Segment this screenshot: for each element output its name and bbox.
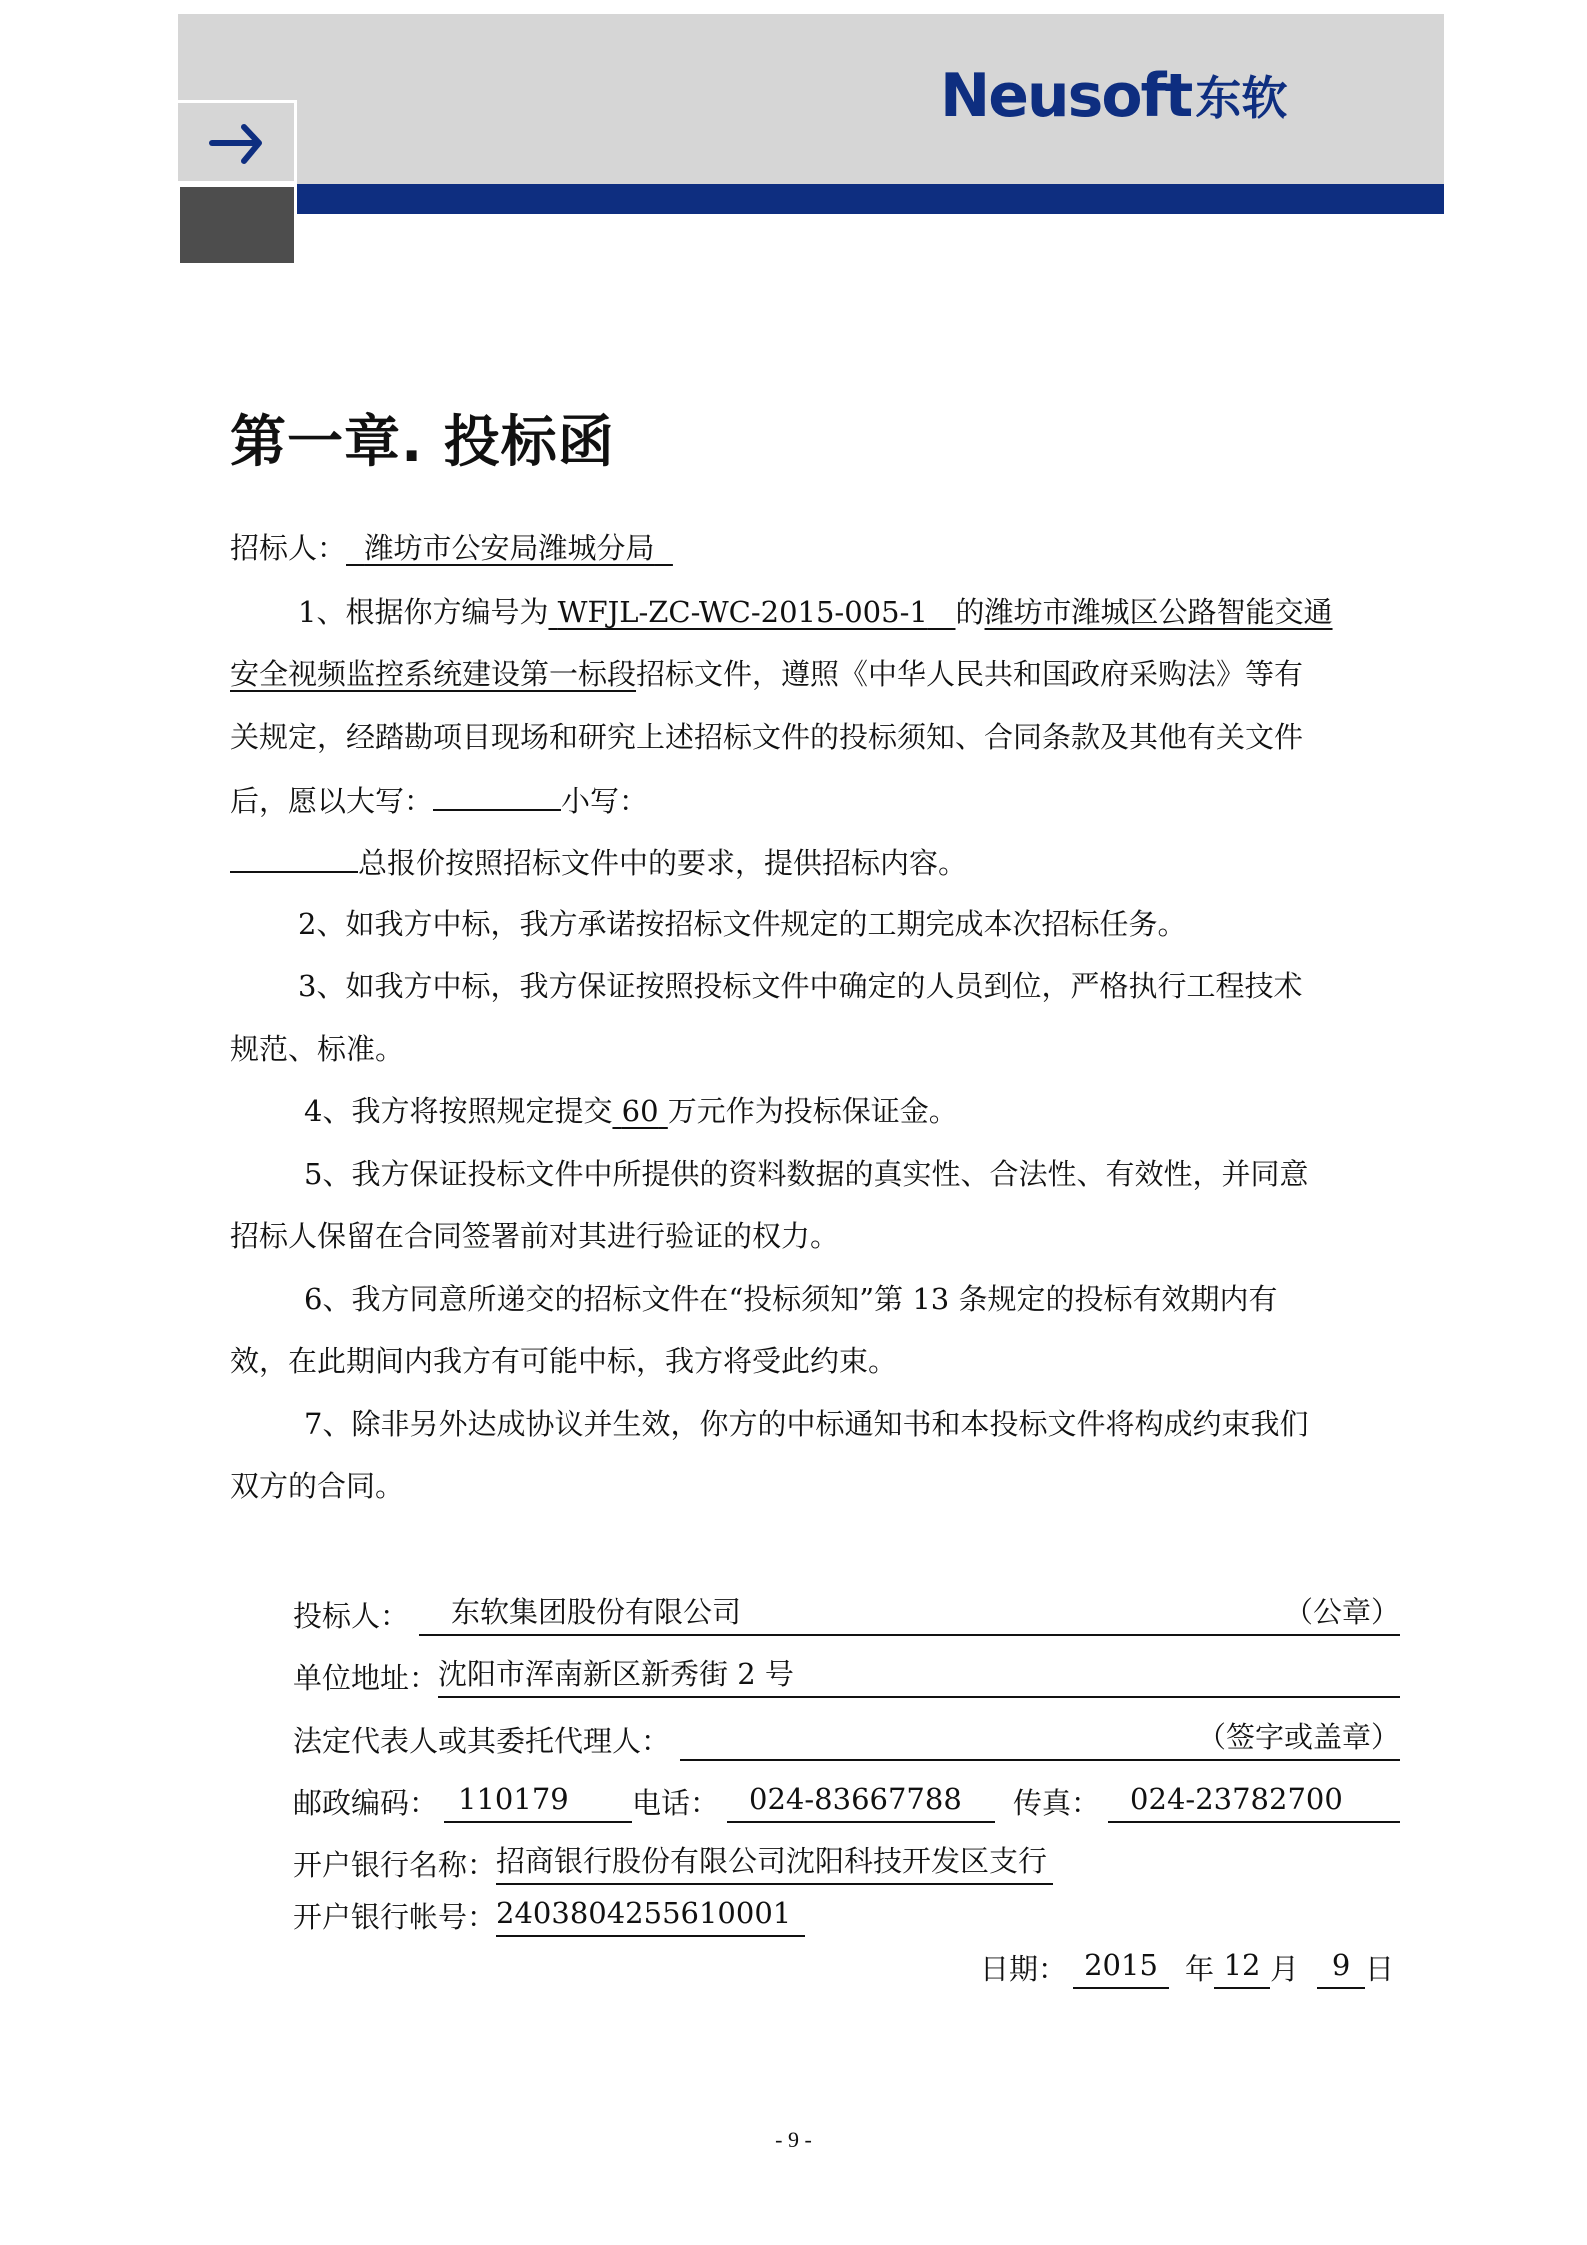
- arrow-right-icon: [178, 103, 291, 181]
- item-1-line-2: 安全视频监控系统建设第一标段招标文件，遵照《中华人民共和国政府采购法》等有: [230, 657, 1304, 691]
- fax-field: [1108, 1779, 1400, 1823]
- representative-field[interactable]: [680, 1717, 1400, 1761]
- logo-text-cn: 东软: [1195, 71, 1288, 125]
- page-number: - 9 -: [775, 2127, 812, 2152]
- phone-value: 024-83667788: [749, 1782, 962, 1816]
- bank-account-field: [496, 1893, 805, 1937]
- recipient-label: 招标人：: [230, 531, 347, 565]
- bank-name-line: 开户银行名称： 招商银行股份有限公司沈阳科技开发区支行: [293, 1841, 1400, 1885]
- item-5-line-1: 5、我方保证投标文件中所提供的资料数据的真实性、合法性、有效性，并同意: [304, 1157, 1309, 1191]
- header-dark-box: [180, 187, 294, 263]
- date-year: 2015: [1073, 1945, 1169, 1989]
- item-7-line-1: 7、除非另外达成协议并生效，你方的中标通知书和本投标文件将构成约束我们: [304, 1407, 1309, 1441]
- item-1-line-3: 关规定，经踏勘项目现场和研究上述招标文件的投标须知、合同条款及其他有关文件: [230, 720, 1304, 754]
- chapter-title: 第一章. 投标函: [230, 410, 615, 475]
- project-name-2: 安全视频监控系统建设第一标段: [230, 657, 637, 691]
- header-arrow-box: [178, 100, 297, 184]
- bank-name-field: [496, 1841, 1053, 1885]
- header-blue-bar: [297, 184, 1444, 214]
- item-6-line-2: 效，在此期间内我方有可能中标，我方将受此约束。: [230, 1344, 898, 1378]
- amount-words-blank[interactable]: [433, 779, 561, 811]
- bank-account-line: 开户银行帐号： 2403804255610001: [293, 1893, 1400, 1937]
- contact-line: 邮政编码： 110179 电话： 024-83667788 传真： 024-23782700: [293, 1779, 1400, 1823]
- item-3-line-2: 规范、标准。: [230, 1032, 405, 1066]
- date-day: 9: [1317, 1945, 1365, 1989]
- recipient-value: 潍坊市公安局潍城分局: [364, 531, 655, 565]
- representative-line: 法定代表人或其委托代理人： （签字或盖章）: [293, 1717, 1400, 1761]
- item-1-line-5: 总报价按照招标文件中的要求，提供招标内容。: [230, 841, 1400, 883]
- item-6-line-1: 6、我方同意所递交的招标文件在“投标须知”第 13 条规定的投标有效期内有: [304, 1282, 1278, 1316]
- item-1-line-1: 1、根据你方编号为 WFJL-ZC-WC-2015-005-1 的潍坊市潍城区公路智能交通: [298, 595, 1333, 629]
- item-3-line-1: 3、如我方中标，我方保证按照投标文件中确定的人员到位，严格执行工程技术: [298, 969, 1303, 1003]
- phone-field: [727, 1779, 995, 1823]
- date-month: 12: [1214, 1945, 1270, 1989]
- bidder-line: 投标人： 东软集团股份有限公司 （公章）: [293, 1592, 1400, 1636]
- address-field: [438, 1654, 1400, 1698]
- item-7-line-2: 双方的合同。: [230, 1469, 405, 1503]
- address-line: 单位地址： 沈阳市浑南新区新秀街 2 号: [293, 1654, 1400, 1698]
- logo-text-en: Neusoft: [940, 61, 1192, 131]
- deposit-amount: 60: [621, 1094, 659, 1128]
- bank-name-value: 招商银行股份有限公司沈阳科技开发区支行: [496, 1844, 1048, 1878]
- postal-field: [444, 1779, 632, 1823]
- representative-seal: （签字或盖章）: [1196, 1720, 1400, 1754]
- fax-value: 024-23782700: [1130, 1782, 1343, 1816]
- amount-figures-blank[interactable]: [230, 841, 358, 873]
- item-1-line-4: 后，愿以大写： 小写：: [230, 779, 1400, 821]
- address-value: 沈阳市浑南新区新秀街 2 号: [438, 1657, 794, 1691]
- bidder-seal: （公章）: [1283, 1595, 1400, 1629]
- bidder-field: [419, 1592, 1400, 1636]
- recipient-line: [230, 528, 1400, 568]
- project-code: WFJL-ZC-WC-2015-005-1: [557, 595, 928, 629]
- postal-value: 110179: [458, 1782, 569, 1816]
- item-5-line-2: 招标人保留在合同签署前对其进行验证的权力。: [230, 1219, 840, 1253]
- neusoft-logo: [940, 61, 1288, 131]
- bidder-value: 东软集团股份有限公司: [451, 1595, 742, 1629]
- project-name-1: 潍坊市潍城区公路智能交通: [984, 595, 1333, 629]
- date-line: 日期： 2015 年 12 月 9 日: [980, 1945, 1400, 1989]
- item-4: 4、我方将按照规定提交 60 万元作为投标保证金。: [304, 1094, 958, 1128]
- item-2: 2、如我方中标，我方承诺按招标文件规定的工期完成本次招标任务。: [298, 907, 1187, 941]
- bank-account-value: 2403804255610001: [496, 1896, 792, 1930]
